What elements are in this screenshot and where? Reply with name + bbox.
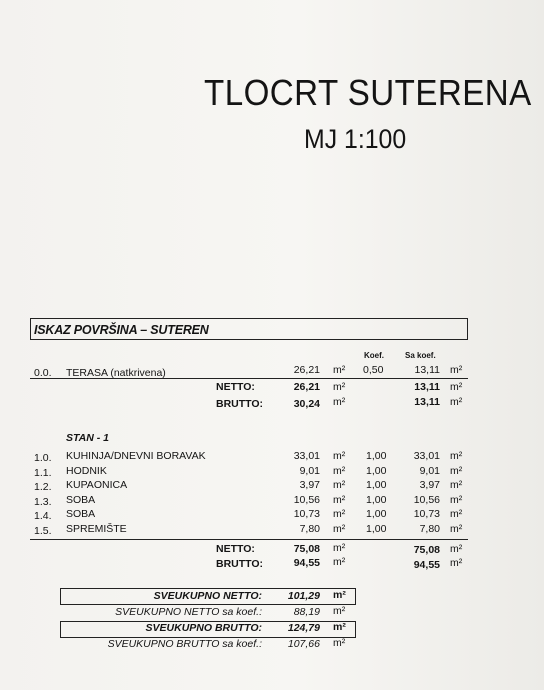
room-sa-koef: 10,56 — [413, 493, 440, 506]
room-name: HODNIK — [66, 464, 107, 477]
terasa-brutto-label: BRUTTO: — [216, 398, 264, 410]
room-name: SPREMIŠTE — [66, 523, 127, 535]
room-area: 33,01 — [293, 450, 320, 462]
terasa-koef: 0,50 — [363, 364, 384, 376]
unit: m² — [450, 557, 463, 569]
terasa-area: 26,21 — [293, 364, 320, 376]
terasa-netto: 26,21 — [293, 381, 320, 393]
room-area: 3,97 — [299, 479, 320, 492]
room-num: 1.4. — [34, 510, 52, 523]
summary-label: SVEUKUPNO NETTO sa koef.: — [115, 606, 262, 618]
room-name: SOBA — [66, 508, 96, 521]
room-area: 9,01 — [299, 464, 320, 477]
room-sa-koef: 10,73 — [413, 508, 440, 521]
stan-brutto-koef: 94,55 — [413, 559, 440, 571]
room-koef: 1,00 — [366, 464, 387, 477]
room-unit: m² — [333, 493, 346, 506]
summary-unit: m² — [333, 621, 346, 633]
room-num: 1.1. — [34, 466, 52, 479]
room-koef: 1,00 — [366, 508, 387, 521]
room-sa-koef: 33,01 — [413, 450, 440, 462]
unit: m² — [333, 396, 346, 408]
stan-netto: 75,08 — [293, 543, 320, 555]
room-unit: m² — [333, 450, 346, 462]
summary-label: SVEUKUPNO BRUTTO sa koef.: — [107, 638, 262, 650]
terasa-num: 0.0. — [34, 367, 52, 379]
summary-unit: m² — [333, 637, 346, 649]
summary-unit: m² — [333, 589, 346, 601]
room-unit2: m² — [450, 479, 463, 492]
terasa-name: TERASA (natkrivena) — [66, 367, 166, 379]
room-name: KUHINJA/DNEVNI BORAVAK — [66, 450, 206, 462]
room-num: 1.0. — [34, 452, 52, 464]
terasa-sa-koef: 13,11 — [414, 364, 440, 376]
room-unit: m² — [333, 479, 346, 492]
room-num: 1.3. — [34, 495, 52, 508]
room-name: KUPAONICA — [66, 479, 128, 492]
terasa-netto-koef: 13,11 — [414, 381, 440, 393]
room-koef: 1,00 — [366, 479, 387, 492]
unit: m² — [333, 556, 346, 568]
terasa-unit-2: m² — [450, 364, 463, 376]
summary-value: 107,66 — [287, 638, 320, 650]
stan-brutto-label: BRUTTO: — [216, 558, 264, 570]
stan-netto-label: NETTO: — [216, 543, 255, 555]
table-title: ISKAZ POVRŠINA – SUTEREN — [34, 323, 209, 337]
terasa-netto-label: NETTO: — [216, 381, 255, 393]
scale-label: MJ 1:100 — [304, 124, 407, 154]
unit: m² — [450, 381, 463, 393]
summary-label: SVEUKUPNO NETTO: — [153, 590, 262, 602]
room-area: 7,80 — [299, 523, 320, 535]
room-koef: 1,00 — [366, 450, 387, 462]
summary-unit: m² — [333, 605, 346, 617]
stan-netto-koef: 75,08 — [413, 544, 440, 556]
terasa-brutto-koef: 13,11 — [414, 396, 440, 408]
terasa-unit: m² — [333, 364, 346, 376]
unit: m² — [450, 396, 463, 408]
room-unit2: m² — [450, 450, 463, 462]
room-unit2: m² — [450, 523, 463, 535]
summary-value: 101,29 — [287, 590, 320, 602]
unit: m² — [333, 542, 346, 554]
unit: m² — [450, 543, 463, 555]
room-sa-koef: 3,97 — [419, 479, 440, 492]
room-unit: m² — [333, 508, 346, 521]
summary-label: SVEUKUPNO BRUTTO: — [145, 622, 262, 634]
room-unit: m² — [333, 523, 346, 535]
stan-brutto: 94,55 — [293, 557, 320, 569]
divider — [30, 539, 468, 540]
room-unit2: m² — [450, 464, 463, 477]
divider — [30, 378, 468, 379]
summary-value: 124,79 — [287, 622, 320, 634]
room-sa-koef: 7,80 — [419, 523, 440, 535]
room-name: SOBA — [66, 493, 96, 506]
unit: m² — [333, 381, 346, 393]
stan-title: STAN - 1 — [66, 432, 109, 444]
col-header-koef: Koef. — [364, 351, 384, 360]
page-title: TLOCRT SUTERENA — [204, 72, 532, 113]
room-area: 10,73 — [293, 508, 320, 521]
room-area: 10,56 — [293, 493, 320, 506]
terasa-brutto: 30,24 — [293, 398, 320, 410]
room-sa-koef: 9,01 — [419, 464, 440, 477]
col-header-sa-koef: Sa koef. — [405, 351, 436, 360]
room-unit2: m² — [450, 508, 463, 521]
summary-value: 88,19 — [293, 606, 320, 618]
room-num: 1.5. — [34, 525, 52, 537]
room-unit2: m² — [450, 493, 463, 506]
room-unit: m² — [333, 464, 346, 477]
room-num: 1.2. — [34, 481, 52, 494]
room-koef: 1,00 — [366, 523, 387, 535]
room-koef: 1,00 — [366, 493, 387, 506]
